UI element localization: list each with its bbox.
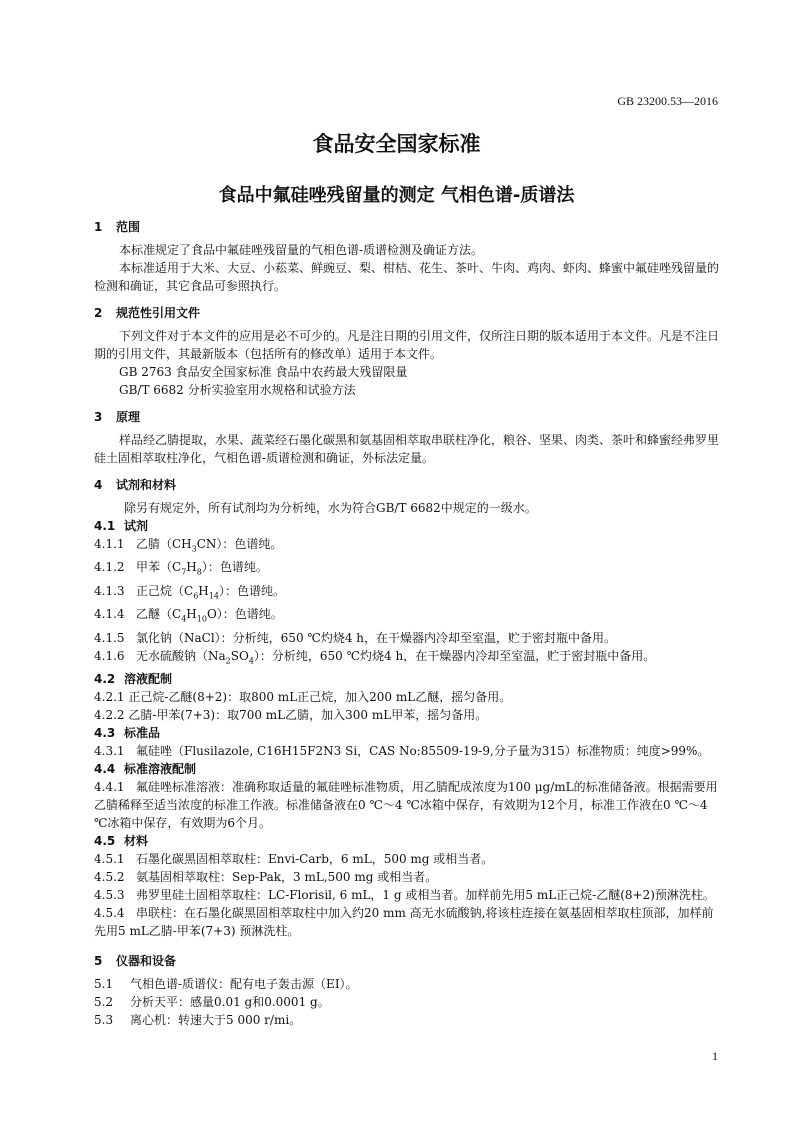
document-title: 食品安全国家标准 [312,132,481,156]
section-4-heading [94,476,722,494]
section-1-heading [94,218,722,236]
section-number: 2 [94,306,103,320]
subsection-title: 标准品 [124,725,161,740]
subsection-4-4-heading [94,760,722,778]
list-item [94,868,722,886]
item-number: 4.1.2 [94,560,125,575]
item-text: ）：色谱纯。 [201,560,268,575]
item-text: H [186,560,197,575]
section-title: 试剂和材料 [116,478,177,492]
subsection-number: 4.3 [94,725,116,740]
page-number: 1 [712,1049,718,1063]
section-3-heading [94,408,722,426]
list-item [94,904,722,940]
item-text: 甲苯（C [136,560,182,575]
item-text: 乙腈（CH [136,537,192,551]
item-number: 4.1.4 [94,607,125,622]
list-item: 4.1.6 无水硫酸钠$(Na_2SO_4)$：分析纯，650 ℃灼烧4 h，在干燥器内冷却至室温，贮于密封瓶中备用。 [94,648,656,665]
list-item [94,629,722,647]
list-item: 4.2.1 正己烷-乙醚(8+2)：取800 mL正己烷，加入200 mL乙醚，摇匀备用。 [94,689,512,704]
subsection-4-1-heading [94,517,722,535]
item-text: 气相色谱-质谱仪：配有电子轰击源（EI）。 [130,976,358,991]
item-text: CN）：色谱纯。 [196,537,283,551]
section-number: 3 [94,410,103,424]
item-text: SO [230,648,249,663]
document-body [94,216,722,1029]
item-text: 正己烷（C [136,583,194,598]
item-text: 氨基固相萃取柱：Sep-Pak，3 mL,500 mg 或相当者。 [136,869,438,884]
item-text: 离心机：转速大于5 000 r/mi。 [130,1012,302,1027]
section-number: 5 [94,953,103,968]
item-number: 5.3 [94,1012,114,1027]
list-item [94,742,722,760]
list-item: 4.1.1 乙腈$(CH_3CN)$：色谱纯。 [94,537,283,554]
item-text: O）：色谱纯。 [206,607,283,622]
subsection-4-2-heading [94,670,722,688]
section-number: 4 [94,478,103,492]
subsection-number: 4.2 [94,671,116,686]
subsection-number: 4.1 [94,519,116,533]
item-text: ）：色谱纯。 [218,583,285,598]
list-item [94,778,722,832]
list-item [94,1011,722,1029]
item-text: 石墨化碳黑固相萃取柱：Envi-Carb，6 mL，500 mg 或相当者。 [136,851,494,866]
subsection-4-3-heading [94,724,722,742]
item-text: 乙醚（C [136,607,182,622]
subsection-title: 试剂 [124,519,149,533]
list-item: 4.1.2 甲苯$(C_7H_8)$：色谱纯。 [94,560,268,577]
item-text: H [198,583,209,598]
subsection-title: 溶液配制 [124,671,173,686]
item-number: 4.1.6 [94,648,125,663]
item-number: 4.1.5 [94,630,125,645]
item-number: 5.2 [94,994,114,1009]
subsection-title: 材料 [124,833,149,848]
item-text: H [186,607,197,622]
list-item [94,850,722,868]
item-text: 氟硅唑（Flusilazole, C16H15F2N3 Si，CAS No:85509-19-9,分子量为315）标准物质：纯度>99%。 [136,743,710,758]
list-item: 4.1.4 乙醚$(C_4H_{10}O)$：色谱纯。 [94,607,283,624]
subsection-number: 4.4 [94,761,116,776]
section-title: 原理 [116,410,141,424]
reference-item: GB 2763 食品安全国家标准 食品中农药最大残留限量 [119,365,408,379]
reference-item: GB/T 6682 分析实验室用水规格和试验方法 [119,383,356,397]
item-number: 5.1 [94,976,114,991]
item-number: 4.5.1 [94,851,125,866]
paragraph: 本标准适用于大米、大豆、小菘菜、鲜豌豆、梨、柑桔、花生、茶叶、牛肉、鸡肉、虾肉、蜂蜜中氟硅唑残留量的检测和确证，其它食品可参照执行。 [94,261,720,293]
item-number: 4.5.4 [94,905,125,920]
section-title: 仪器和设备 [116,953,177,968]
item-text: ）：分析纯，650 ℃灼烧4 h，在干燥器内冷却至室温，贮于密封瓶中备用。 [253,648,656,663]
item-text: 分析天平：感量0.01 g和0.0001 g。 [130,994,330,1009]
list-item [94,993,722,1011]
item-number: 4.3.1 [94,743,125,758]
item-text: 串联柱：在石墨化碳黑固相萃取柱中加入约20 mm 高无水硫酸钠,将该柱连接在氨基固相萃取柱顶部，加样前先用5 mL乙腈-甲苯(7+3) 预淋洗柱。 [94,905,714,938]
subsection-title: 标准溶液配制 [124,761,197,776]
item-text: 氯化钠（NaCl）：分析纯，650 ℃灼烧4 h，在干燥器内冷却至室温，贮于密封瓶中备用。 [136,630,616,645]
paragraph: 除另有规定外，所有试剂均为分析纯，水为符合GB/T 6682中规定的一级水。 [124,501,537,515]
item-text: 氟硅唑标准溶液：准确称取适量的氟硅唑标准物质，用乙腈配成浓度为100 μg/mL的标准储备液。根据需要用乙腈稀释至适当浓度的标准工作液。标准储备液在0 ℃～4 ℃冰箱中保存，有效期为12个月，标准工作液在0 ℃～4 ℃冰箱中保存，有效期为6个月。 [94,779,718,830]
list-item: 4.1.3 正己烷$(C_6H_{14})$：色谱纯。 [94,583,285,601]
item-number: 4.5.3 [94,887,125,902]
item-text: 无水硫酸钠（Na [136,648,226,663]
item-number: 4.4.1 [94,779,125,794]
item-number: 4.1.1 [94,537,125,551]
subsection-4-5-heading [94,832,722,850]
section-title: 范围 [116,220,141,234]
document-subtitle: 食品中氟硅唑残留量的测定 气相色谱-质谱法 [218,185,575,206]
list-item [94,975,722,993]
standard-code: GB 23200.53—2016 [617,94,718,108]
paragraph: 本标准规定了食品中氟硅唑残留量的气相色谱-质谱检测及确证方法。 [119,243,484,257]
list-item: 4.2.2 乙腈-甲苯(7+3)：取700 mL乙腈，加入300 mL甲苯，摇匀备用。 [94,707,488,722]
section-number: 1 [94,220,103,234]
item-number: 4.5.2 [94,869,125,884]
section-title: 规范性引用文件 [116,306,201,320]
section-2-heading [94,304,722,322]
paragraph: 下列文件对于本文件的应用是必不可少的。凡是注日期的引用文件，仅所注日期的版本适用于本文件。凡是不注日期的引用文件，其最新版本（包括所有的修改单）适用于本文件。 [94,329,720,361]
subsection-number: 4.5 [94,833,116,848]
paragraph: 样品经乙腈提取，水果、蔬菜经石墨化碳黑和氨基固相萃取串联柱净化，粮谷、坚果、肉类、茶叶和蜂蜜经弗罗里硅土固相萃取柱净化，气相色谱-质谱检测和确证，外标法定量。 [94,433,720,465]
section-5-heading [94,952,722,970]
item-text: 弗罗里硅土固相萃取柱：LC-Florisil, 6 mL，1 g 或相当者。加样前先用5 mL正己烷-乙醚(8+2)预淋洗柱。 [136,887,715,902]
item-number: 4.1.3 [94,583,125,598]
list-item [94,886,722,904]
